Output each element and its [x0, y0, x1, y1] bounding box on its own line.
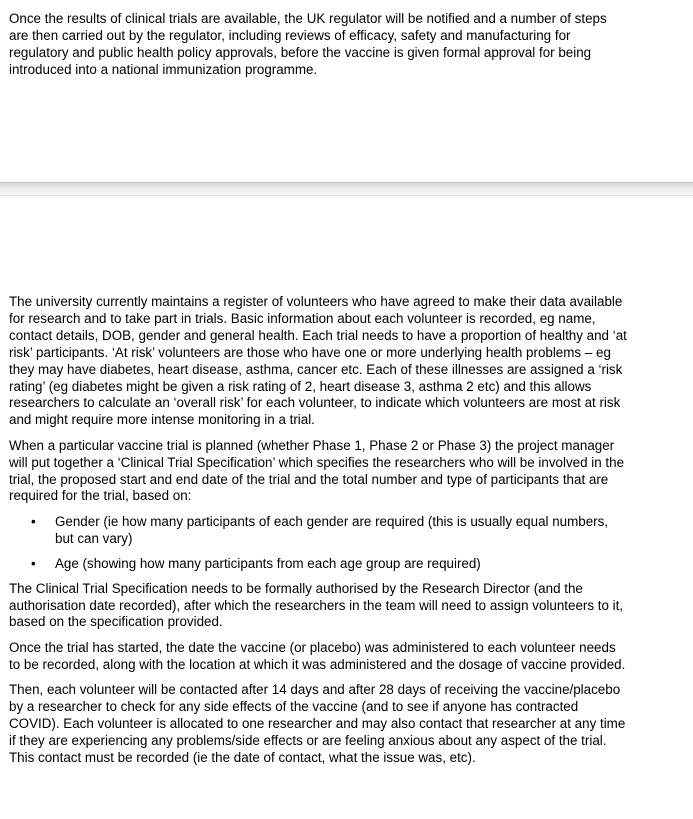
volunteer-register-paragraph: The university currently maintains a register of volunteers who have agreed to make their data available for research and to take part in trials. Basic information about each volunteer is recorded, eg name, contact details, DOB, gender and general health. Each trial needs to have a proportion of healthy and ‘at risk’ participants. ‘At risk’ volunteers are those who have one or more underlying health problems – eg they may have diabetes, heart disease, asthma, cancer etc. Each of these illnesses are assigned a ‘risk rating’ (eg diabetes might be given a risk rating of 2, heart disease 3, asthma 2 etc) and this allows researchers to calculate an ‘overall risk’ for each volunteer, to indicate which volunteers are most at risk and might require more intense monitoring in a trial. [9, 294, 627, 428]
list-item [9, 556, 629, 573]
administration-paragraph: Once the trial has started, the date the vaccine (or placebo) was administered to each volunteer needs to be recorded, along with the location at which it was administered and the dosage of vaccine provided. [9, 639, 626, 672]
participant-criteria-list [9, 514, 629, 573]
page-top [0, 0, 693, 182]
bullet-icon: • [31, 513, 36, 529]
page-break [0, 182, 693, 196]
list-item [9, 514, 629, 548]
trial-specification-paragraph: When a particular vaccine trial is planned (whether Phase 1, Phase 2 or Phase 3) the project manager will put together a ‘Clinical Trial Specification’ which specifies the researchers who will be involved in the trial, the proposed start and end date of the trial and the total number and type of participants that are required for the trial, based on: [9, 437, 625, 504]
authorisation-paragraph: The Clinical Trial Specification needs to be formally authorised by the Research Director (and the authorisation date recorded), after which the researchers in the team will need to assign volunteers to it, based on the specification provided. [9, 580, 624, 630]
age-criterion: Age (showing how many participants from each age group are required) [55, 555, 481, 571]
follow-up-paragraph: Then, each volunteer will be contacted after 14 days and after 28 days of receiving the vaccine/placebo by a researcher to check for any side effects of the vaccine (and to see if anyone has contracted COVID). Each volunteer is allocated to one researcher and may also contact that researcher at any time if they are experiencing any problems/side effects or are feeling anxious about any aspect of the trial. This contact must be recorded (ie the date of contact, what the issue was, etc). [9, 682, 626, 765]
bullet-icon: • [31, 555, 36, 571]
page-bottom-content [9, 294, 629, 775]
regulator-paragraph: Once the results of clinical trials are available, the UK regulator will be notified and a number of steps are then carried out by the regulator, including reviews of efficacy, safety and manufacturing for regulatory and public health policy approvals, before the vaccine is given formal approval for being introduced into a national immunization programme. [9, 11, 607, 77]
gender-criterion: Gender (ie how many participants of each gender are required (this is usually equal numbers, but can vary) [55, 513, 609, 546]
